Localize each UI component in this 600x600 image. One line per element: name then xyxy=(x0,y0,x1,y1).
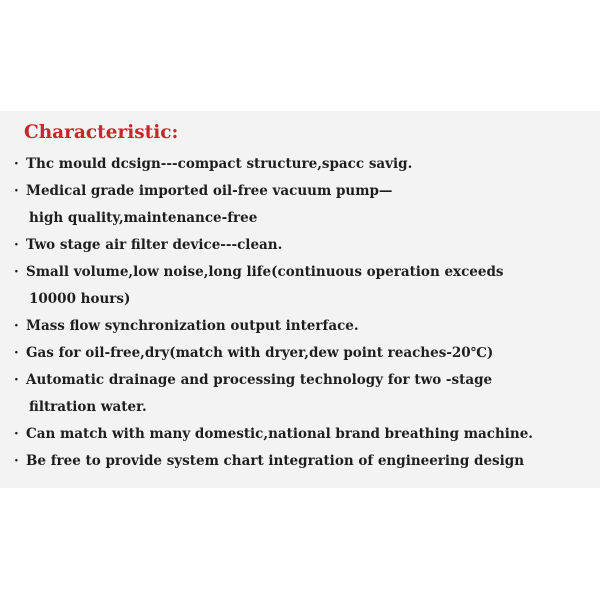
feature-text: Be free to provide system chart integration of engineering design xyxy=(26,453,525,469)
bullet-marker: · xyxy=(14,426,19,442)
feature-text: Can match with many domestic,national brand breathing machine. xyxy=(26,426,534,442)
feature-text-continuation: filtration water. xyxy=(29,399,147,415)
feature-item xyxy=(0,232,600,259)
feature-text: Automatic drainage and processing technology for two -stage xyxy=(26,372,493,388)
bullet-marker: · xyxy=(14,264,19,280)
feature-item xyxy=(0,448,600,475)
bullet-marker: · xyxy=(14,156,19,172)
bullet-marker: · xyxy=(14,237,19,253)
feature-text: Gas for oil-free,dry(match with dryer,dew point reaches-20℃) xyxy=(26,345,494,361)
feature-item xyxy=(0,259,600,313)
feature-text: Small volume,low noise,long life(continuous operation exceeds xyxy=(26,264,504,280)
feature-list xyxy=(0,151,600,475)
feature-item xyxy=(0,340,600,367)
feature-item xyxy=(0,178,600,232)
bullet-marker: · xyxy=(14,453,19,469)
bullet-marker: · xyxy=(14,183,19,199)
feature-text: Thc mould dcsign---compact structure,spacc savig. xyxy=(26,156,413,172)
feature-item xyxy=(0,151,600,178)
feature-item xyxy=(0,367,600,421)
feature-item xyxy=(0,313,600,340)
feature-text: Medical grade imported oil-free vacuum pump— xyxy=(26,183,393,199)
feature-text: Two stage air filter device---clean. xyxy=(26,237,283,253)
feature-text: Mass flow synchronization output interface. xyxy=(26,318,359,334)
feature-item xyxy=(0,421,600,448)
bullet-marker: · xyxy=(14,372,19,388)
feature-text-continuation: 10000 hours) xyxy=(29,291,131,307)
feature-text-continuation: high quality,maintenance-free xyxy=(29,210,258,226)
bullet-marker: · xyxy=(14,345,19,361)
bullet-marker: · xyxy=(14,318,19,334)
characteristics-heading: Characteristic: xyxy=(24,122,179,143)
